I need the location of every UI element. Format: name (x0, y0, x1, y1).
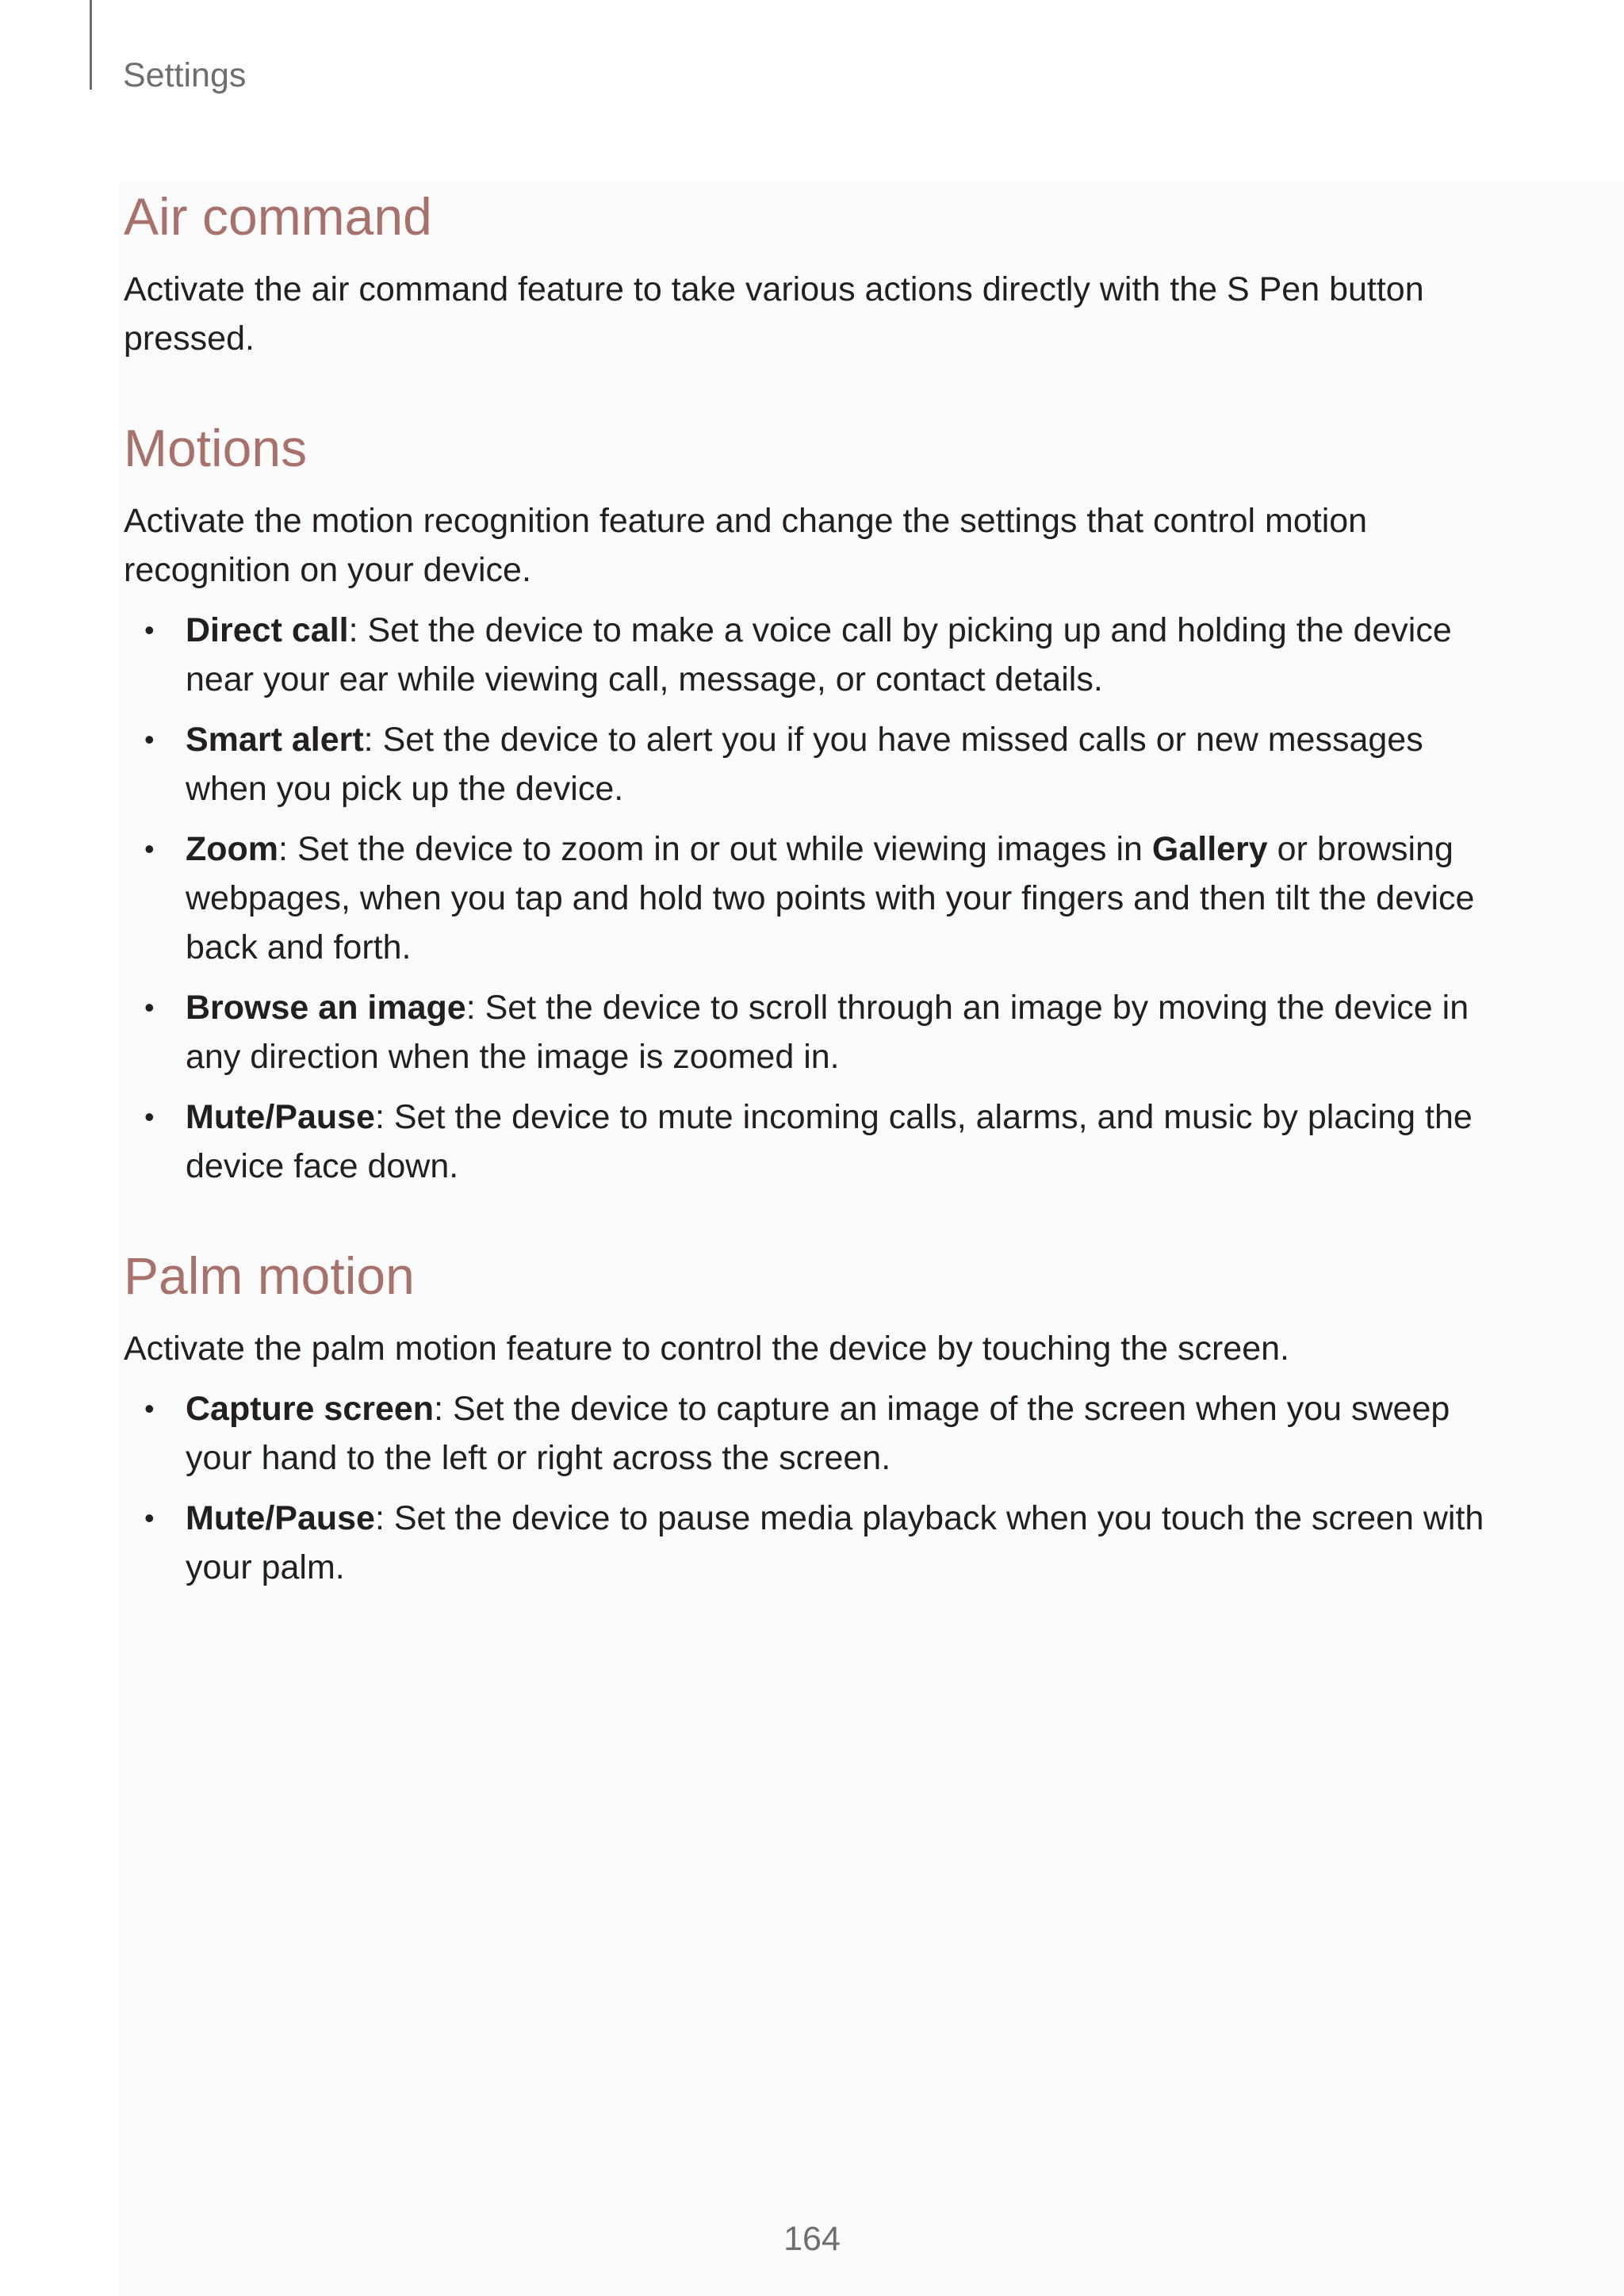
item-description-continued: or browsing webpages, when you tap and hold two points with your fingers and then tilt the device back and forth. (186, 829, 1475, 966)
bullet-icon: • (144, 1100, 155, 1133)
bullet-icon: • (144, 1501, 155, 1534)
palm-motion-list (124, 1384, 1503, 1592)
item-term: Zoom (186, 829, 279, 868)
list-item (124, 1384, 1503, 1483)
item-description: : Set the device to mute incoming calls, alarms, and music by placing the device face down. (186, 1097, 1473, 1185)
page-content (124, 187, 1503, 1647)
section-heading: Palm motion (124, 1246, 415, 1305)
page-number: 164 (783, 2220, 841, 2258)
item-description: : Set the device to pause media playback when you touch the screen with your palm. (186, 1498, 1484, 1586)
bullet-icon: • (144, 1391, 155, 1425)
item-term: Mute/Pause (186, 1097, 375, 1136)
item-term: Capture screen (186, 1389, 435, 1428)
bullet-icon: • (144, 722, 155, 756)
item-description: : Set the device to capture an image of the screen when you sweep your hand to the left or right across the screen. (186, 1389, 1450, 1477)
list-item (124, 1093, 1503, 1191)
item-term: Smart alert (186, 720, 364, 759)
item-description: : Set the device to make a voice call by picking up and holding the device near your ear while viewing call, message, or contact details. (186, 610, 1452, 698)
section-motions (124, 419, 1503, 1191)
item-term: Mute/Pause (186, 1498, 375, 1537)
gallery-term: Gallery (1151, 829, 1268, 868)
section-heading: Motions (124, 418, 308, 477)
section-intro: Activate the palm motion feature to control the device by touching the screen. (124, 1329, 1289, 1368)
section-heading: Air command (124, 187, 432, 246)
item-term: Direct call (186, 610, 349, 649)
item-description: : Set the device to scroll through an image by moving the device in any direction when the image is zoomed in. (186, 988, 1469, 1076)
section-intro: Activate the motion recognition feature and change the settings that control motion recognition on your device. (124, 501, 1368, 589)
header-rule (90, 0, 92, 90)
section-intro: Activate the air command feature to take various actions directly with the S Pen button pressed. (124, 270, 1424, 358)
bullet-icon: • (144, 613, 155, 646)
bullet-icon: • (144, 990, 155, 1024)
running-header: Settings (123, 56, 247, 94)
list-item (124, 983, 1503, 1081)
motions-list (124, 606, 1503, 1191)
item-description: : Set the device to zoom in or out while viewing images in (278, 829, 1152, 868)
list-item (124, 1494, 1503, 1592)
section-air-command (124, 187, 1503, 363)
list-item (124, 825, 1503, 972)
item-description: : Set the device to alert you if you have missed calls or new messages when you pick up the device. (186, 720, 1423, 808)
list-item (124, 715, 1503, 813)
list-item (124, 606, 1503, 704)
section-palm-motion (124, 1246, 1503, 1592)
item-term: Browse an image (186, 988, 466, 1027)
bullet-icon: • (144, 832, 155, 865)
